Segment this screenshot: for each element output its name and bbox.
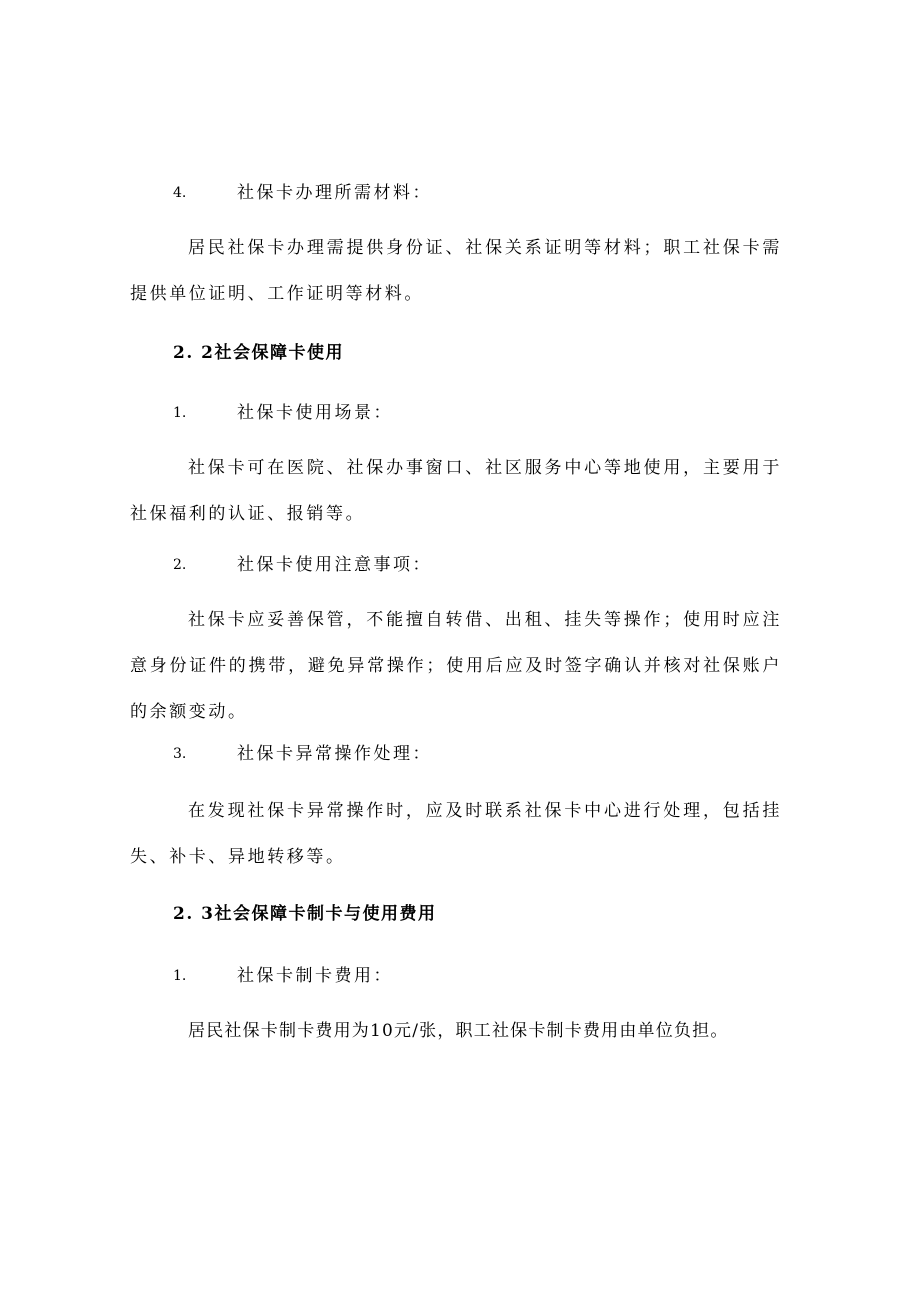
list-item-scenarios bbox=[0, 398, 920, 428]
list-item-materials bbox=[0, 178, 920, 208]
paragraph-materials: 居民社保卡办理需提供身份证、社保关系证明等材料；职工社保卡需提供单位证明、工作证明等材料。 bbox=[130, 238, 782, 304]
paragraph-notes: 社保卡应妥善保管，不能擅自转借、出租、挂失等操作；使用时应注意身份证件的携带，避免异常操作；使用后应及时签字确认并核对社保账户的余额变动。 bbox=[130, 610, 782, 722]
list-item-abnormal bbox=[0, 739, 920, 769]
list-item-title: 社保卡异常操作处理： bbox=[237, 744, 432, 764]
list-item-notes bbox=[0, 550, 920, 580]
section-heading-2-2: 2. 2社会保障卡使用 bbox=[173, 343, 344, 363]
paragraph-abnormal: 在发现社保卡异常操作时，应及时联系社保卡中心进行处理，包括挂失、补卡、异地转移等。 bbox=[130, 801, 782, 867]
section-heading-2-3: 2. 3社会保障卡制卡与使用费用 bbox=[173, 904, 437, 924]
list-item-fee bbox=[0, 961, 920, 991]
list-item-title: 社保卡制卡费用： bbox=[237, 966, 393, 986]
list-number: 1. bbox=[173, 405, 187, 421]
list-item-title: 社保卡办理所需材料： bbox=[237, 183, 432, 203]
list-item-title: 社保卡使用场景： bbox=[237, 403, 393, 423]
list-item-title: 社保卡使用注意事项： bbox=[237, 555, 432, 575]
list-number: 3. bbox=[173, 746, 187, 762]
paragraph-fee: 居民社保卡制卡费用为10元/张，职工社保卡制卡费用由单位负担。 bbox=[188, 1021, 729, 1041]
list-number: 2. bbox=[173, 557, 187, 573]
list-number: 4. bbox=[173, 185, 187, 201]
paragraph-scenarios: 社保卡可在医院、社保办事窗口、社区服务中心等地使用，主要用于社保福利的认证、报销等。 bbox=[130, 458, 782, 524]
list-number: 1. bbox=[173, 968, 187, 984]
